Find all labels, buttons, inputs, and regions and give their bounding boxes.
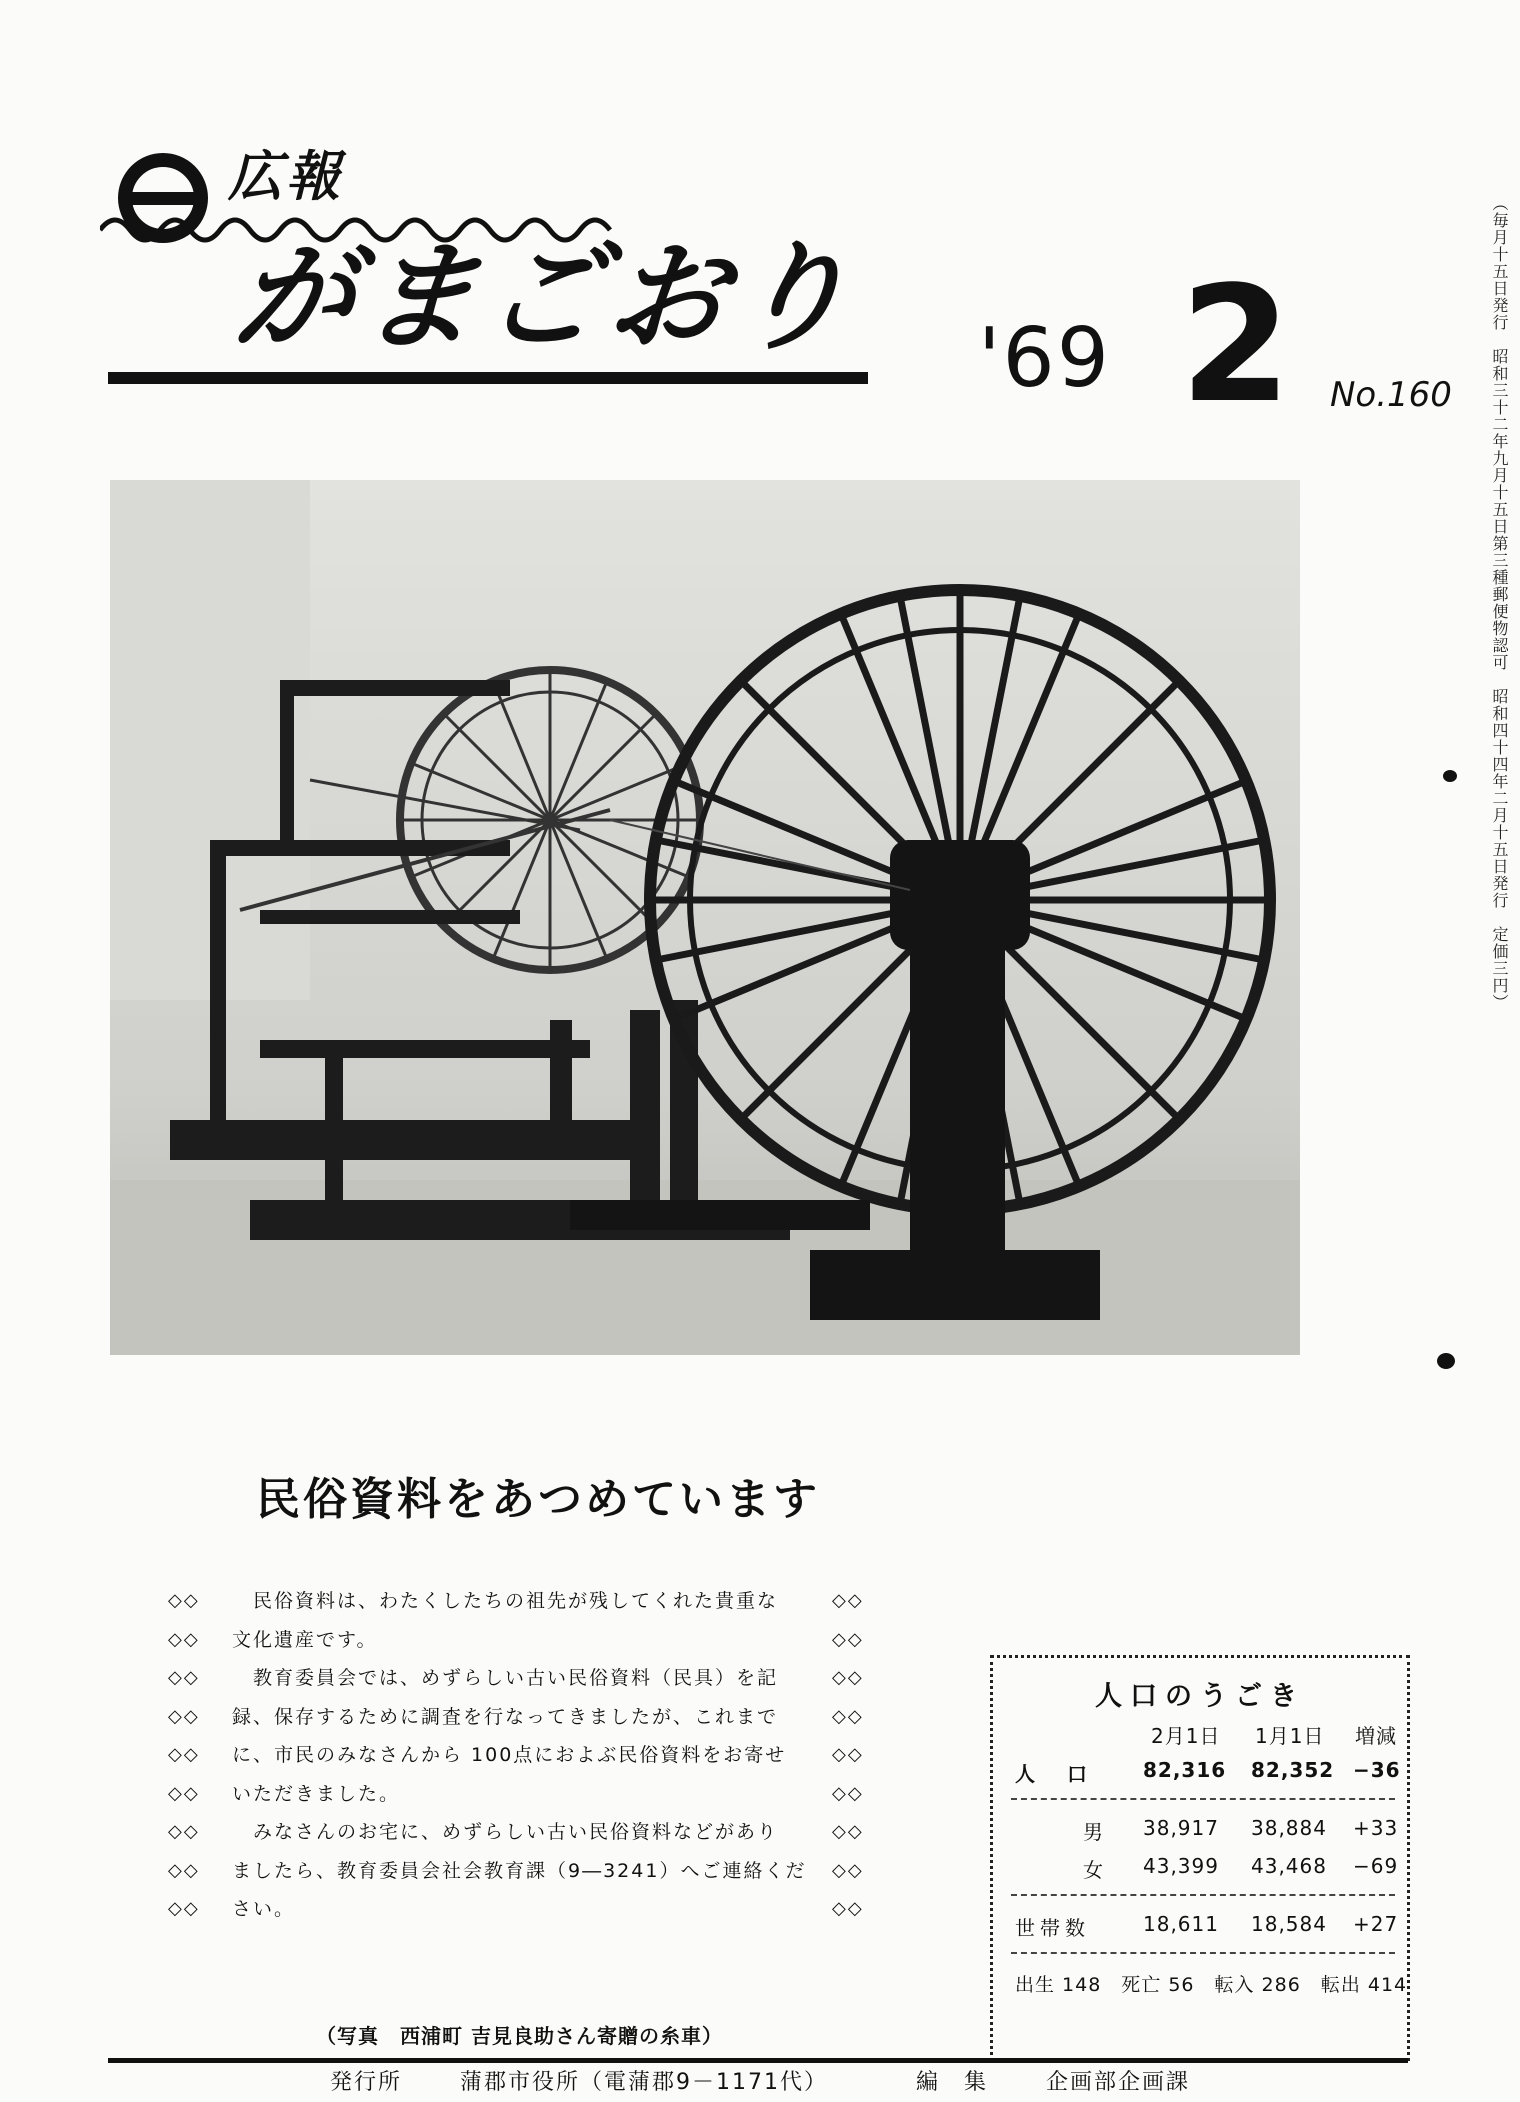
publisher-label: 発行所 xyxy=(330,2070,403,2095)
households-diff: +27 xyxy=(1353,1912,1399,1936)
diamond-bullet: ◇◇ xyxy=(832,1705,864,1727)
diamond-bullet: ◇◇ xyxy=(168,1898,200,1919)
population-box xyxy=(990,1655,1410,2061)
article-text: 教育委員会では、めずらしい古い民俗資料（民具）を記 xyxy=(232,1667,779,1689)
diamond-bullet: ◇◇ xyxy=(168,1744,200,1765)
diamond-bullet: ◇◇ xyxy=(832,1821,864,1842)
ink-blot xyxy=(1443,770,1457,782)
postal-notice: （毎月十五日発行 昭和三十二年九月十五日第三種郵便物認可 昭和四十四年二月十五日発行 定価三円） xyxy=(1490,195,1509,1011)
households-feb: 18,611 xyxy=(1143,1912,1219,1936)
article-line xyxy=(168,1621,868,1660)
article-text: 録、保存するために調査を行なってきましたが、これまで xyxy=(232,1705,779,1728)
female-jan: 43,468 xyxy=(1251,1854,1327,1878)
editor-label: 編 集 xyxy=(916,2070,989,2095)
article-line xyxy=(168,1736,868,1775)
masthead-rule xyxy=(108,372,868,384)
article-line xyxy=(168,1582,868,1621)
diamond-bullet: ◇◇ xyxy=(168,1628,200,1650)
footer xyxy=(330,2065,1190,2096)
article-text: 文化遺産です。 xyxy=(232,1628,378,1651)
article-line xyxy=(168,1852,868,1891)
male-diff: +33 xyxy=(1353,1816,1399,1840)
diamond-bullet: ◇◇ xyxy=(832,1667,864,1688)
article-line xyxy=(168,1813,868,1852)
diamond-bullet: ◇◇ xyxy=(832,1782,864,1804)
photo-caption: （写真 西浦町 吉見良助さん寄贈の糸車） xyxy=(316,2024,723,2048)
header-feb: 2月1日 xyxy=(1151,1724,1221,1748)
diamond-bullet: ◇◇ xyxy=(168,1821,200,1842)
article-body xyxy=(168,1582,868,1929)
article-text: ましたら、教育委員会社会教育課（9―3241）へご連絡くだ xyxy=(232,1859,807,1882)
article-text: に、市民のみなさんから 100点におよぶ民俗資料をお寄せ xyxy=(232,1744,787,1766)
row-label-male: 男 xyxy=(1083,1820,1104,1844)
households-jan: 18,584 xyxy=(1251,1912,1327,1936)
spinning-wheel-photo xyxy=(110,480,1300,1355)
male-jan: 38,884 xyxy=(1251,1816,1327,1840)
diamond-bullet: ◇◇ xyxy=(168,1859,200,1881)
article-text: みなさんのお宅に、めずらしい古い民俗資料などがあり xyxy=(232,1821,779,1843)
issue-year: '69 xyxy=(978,311,1111,406)
editor: 企画部企画課 xyxy=(1046,2070,1191,2095)
issue-number: No.160 xyxy=(1330,375,1452,415)
footer-rule xyxy=(108,2058,1408,2063)
population-movement: 出生 148 死亡 56 転入 286 転出 414 xyxy=(1015,1974,1408,1996)
article-line xyxy=(168,1775,868,1814)
article-line xyxy=(168,1890,868,1929)
masthead-subtitle: 広報 xyxy=(228,145,344,208)
dashed-divider xyxy=(1011,1894,1395,1896)
diamond-bullet: ◇◇ xyxy=(168,1667,200,1688)
diamond-bullet: ◇◇ xyxy=(832,1628,864,1650)
publisher: 蒲郡市役所（電蒲郡9－1171代） xyxy=(460,2070,829,2095)
total-jan: 82,352 xyxy=(1251,1758,1335,1782)
diamond-bullet: ◇◇ xyxy=(168,1782,200,1804)
female-diff: −69 xyxy=(1353,1854,1399,1878)
male-feb: 38,917 xyxy=(1143,1816,1219,1840)
article-text: いただきました。 xyxy=(232,1782,401,1805)
article-line xyxy=(168,1659,868,1698)
total-diff: −36 xyxy=(1353,1758,1401,1782)
diamond-bullet: ◇◇ xyxy=(168,1590,200,1611)
ink-blot xyxy=(1437,1353,1455,1369)
article-headline: 民俗資料をあつめています xyxy=(256,1474,820,1525)
diamond-bullet: ◇◇ xyxy=(168,1705,200,1727)
article-text: 民俗資料は、わたくしたちの祖先が残してくれた貴重な xyxy=(232,1590,779,1612)
article-line xyxy=(168,1698,868,1737)
diamond-bullet: ◇◇ xyxy=(832,1898,864,1919)
diamond-bullet: ◇◇ xyxy=(832,1859,864,1881)
masthead-title: がまごおり xyxy=(228,228,864,366)
article-text: さい。 xyxy=(232,1898,296,1920)
diamond-bullet: ◇◇ xyxy=(832,1590,864,1611)
total-feb: 82,316 xyxy=(1143,1758,1227,1782)
header-diff: 増減 xyxy=(1355,1724,1397,1748)
row-label-households: 世帯数 xyxy=(1015,1916,1090,1940)
female-feb: 43,399 xyxy=(1143,1854,1219,1878)
dashed-divider xyxy=(1011,1952,1395,1954)
diamond-bullet: ◇◇ xyxy=(832,1744,864,1765)
dashed-divider xyxy=(1011,1798,1395,1800)
population-title: 人口のうごき xyxy=(1095,1681,1305,1712)
issue-month: 2 xyxy=(1180,251,1292,438)
row-label-total: 人 口 xyxy=(1015,1762,1093,1786)
header-jan: 1月1日 xyxy=(1255,1724,1325,1748)
row-label-female: 女 xyxy=(1083,1858,1104,1882)
